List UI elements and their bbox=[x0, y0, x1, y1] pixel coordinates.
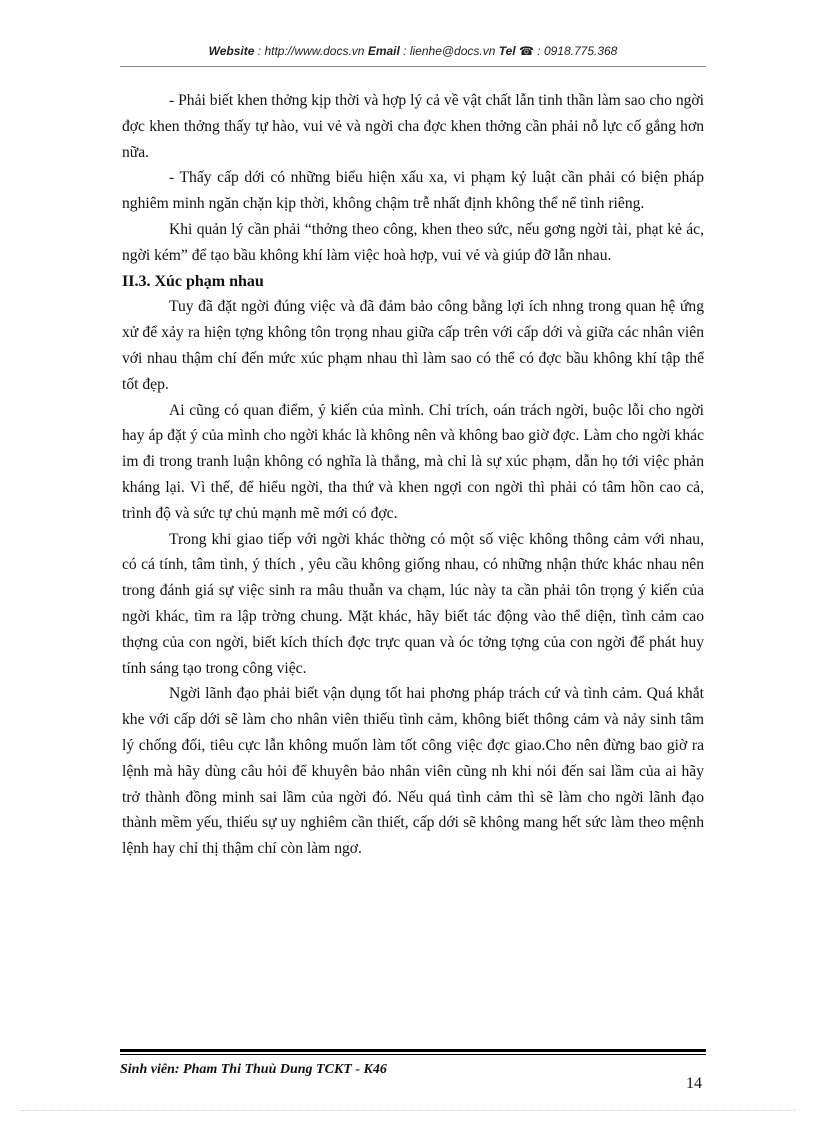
paragraph-5: Ai cũng có quan điểm, ý kiến của mình. Chỉ trích, oán trách ngời, buộc lỗi cho ngời hay áp đặt ý của mình cho ngời khác là không nên và không bao giờ đợc. Làm cho ngời khác im đi trong tranh luận không có nghĩa là thắng, mà chỉ là sự xúc phạm, dẫn họ tới việc phản kháng lại. Vì thế, để hiểu ngời, tha thứ và khen ngợi con ngời thì phải có tâm hồn cao cả, trình độ và sức tự chủ mạnh mẽ mới có đợc. bbox=[122, 401, 704, 522]
header-divider bbox=[120, 66, 706, 67]
paragraph-1: - Phải biết khen thởng kịp thời và hợp lý cả về vật chất lẫn tinh thần làm sao cho ngời đợc khen thởng thấy tự hào, vui vẻ và ngời cha đợc khen thởng cần phải nỗ lực cố gắng hơn nữa. bbox=[122, 92, 704, 161]
paragraph-2: - Thấy cấp dới có những biểu hiện xấu xa, vi phạm kỷ luật cần phải có biện pháp nghiêm minh ngăn chặn kịp thời, không chậm trễ nhất định không thể nể tình riêng. bbox=[122, 169, 704, 213]
paragraph-7: Ngời lãnh đạo phải biết vận dụng tốt hai phơng pháp trách cứ và tình cảm. Quá khắt khe với cấp dới sẽ làm cho nhân viên thiếu tình cảm, không biết thông cảm và nảy sinh tâm lý chống đối, tiêu cực lẫn không muốn làm tốt công việc đợc giao.Cho nên đừng bao giờ ra lệnh mà hãy dùng câu hỏi để khuyên bảo nhân viên cũng nh khi nói đến sai lầm của ai hãy trở thành đồng minh sai lầm của ngời đó. Nếu quá tình cảm thì sẽ làm cho ngời lãnh đạo thành mềm yếu, thiếu sự uy nghiêm cần thiết, cấp dới sẽ không mang hết sức làm theo mệnh lệnh hay chỉ thị thậm chí còn làm ngơ. bbox=[122, 685, 704, 858]
section-heading: II.3. Xúc phạm nhau bbox=[122, 272, 264, 290]
paragraph-4: Tuy đã đặt ngời đúng việc và đã đảm bảo công bằng lợi ích nhng trong quan hệ ứng xử để xảy ra hiện tợng không tôn trọng nhau giữa cấp trên với cấp dới và giữa các nhân viên với nhau thậm chí đến mức xúc phạm nhau thì làm sao có thể có đợc bầu không khí tập thể tốt đẹp. bbox=[122, 298, 704, 393]
document-body bbox=[122, 88, 704, 862]
paragraph-3: Khi quản lý cần phải “thởng theo công, khen theo sức, nếu gơng ngời tài, phạt kẻ ác, ngời kém” để tạo bầu không khí làm việc hoà hợp, vui vẻ và giúp đỡ lẫn nhau. bbox=[122, 220, 704, 264]
website-value: : http://www.docs.vn bbox=[254, 44, 368, 58]
page-header bbox=[120, 44, 706, 58]
website-label: Website bbox=[208, 44, 255, 58]
bottom-dotted-line bbox=[20, 1110, 796, 1111]
email-label: Email bbox=[367, 44, 400, 58]
page-number: 14 bbox=[686, 1075, 702, 1092]
footer-author: Sinh viên: Pham Thi Thuù Dung TCKT - K46 bbox=[120, 1062, 387, 1077]
footer-divider-thick bbox=[120, 1049, 706, 1052]
footer-divider-thin bbox=[120, 1054, 706, 1055]
tel-value: : 0918.775.368 bbox=[533, 44, 618, 58]
tel-label: Tel ☎ bbox=[498, 44, 534, 58]
paragraph-6: Trong khi giao tiếp với ngời khác thờng có một số việc không thông cảm với nhau, có cá tính, tâm tình, ý thích , yêu cầu không giống nhau, có những nhận thức khác nhau nên trong đánh giá sự việc sinh ra mâu thuẫn va chạm, lúc này ta cần phải tôn trọng ý kiến của ngời khác, tìm ra lập trờng chung. Mặt khác, hãy biết tác động vào thể diện, tình cảm cao thợng của con ngời, biết kích thích đợc trực quan và óc tởng tợng của con ngời để phát huy tính sáng tạo trong công việc. bbox=[122, 530, 704, 677]
email-value: : lienhe@docs.vn bbox=[399, 44, 499, 58]
